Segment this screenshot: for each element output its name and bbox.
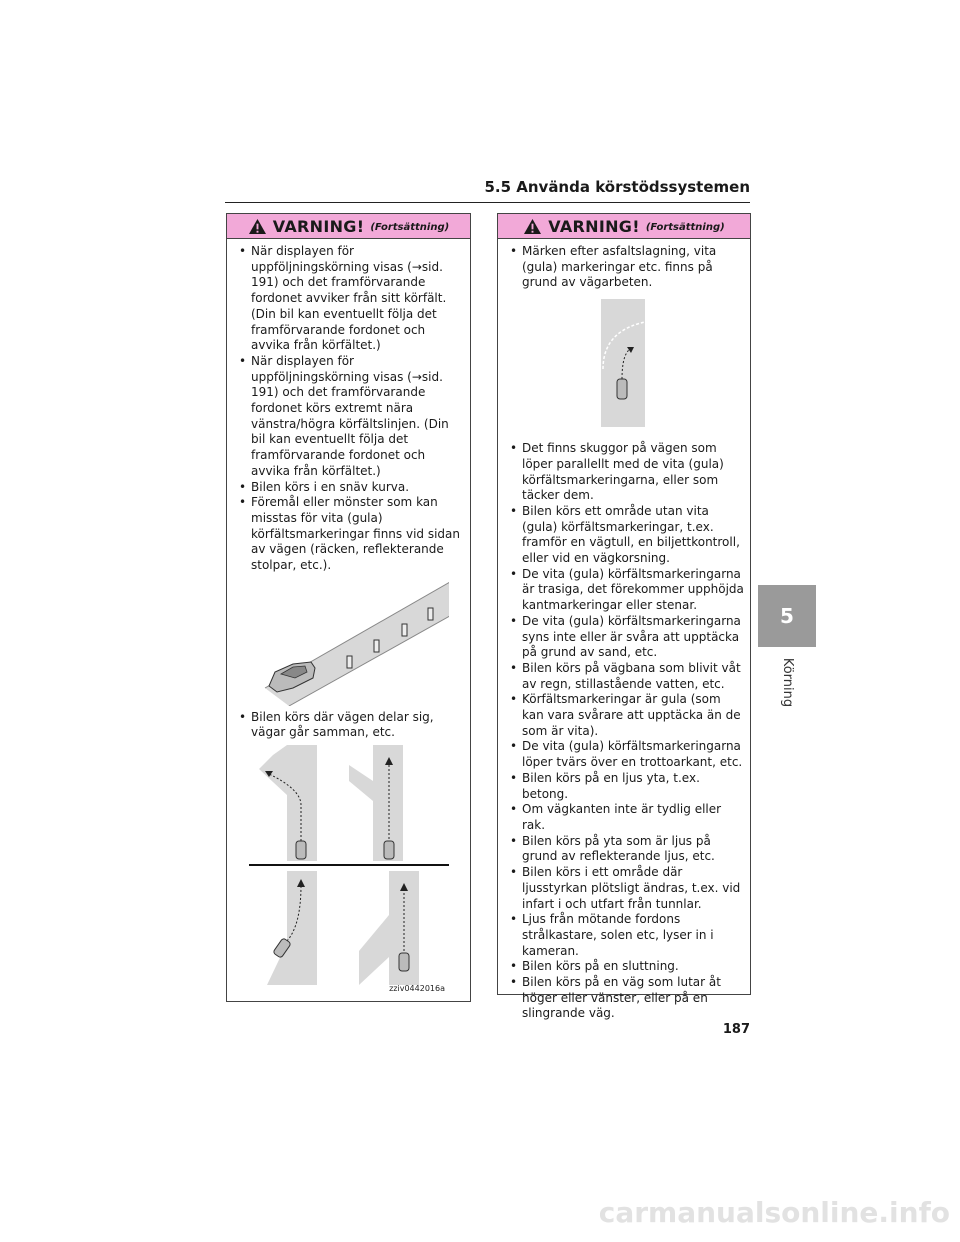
header-divider — [225, 202, 750, 203]
list-item: • Det finns skuggor på vägen som löper parallellt med de vita (gula) körfältsmarkeringarna, eller som täcker dem. — [504, 441, 744, 504]
warning-title: VARNING! — [272, 216, 365, 236]
warning-list-left-bottom — [227, 706, 470, 741]
road-works-illustration — [594, 299, 654, 427]
section-header: 5.5 Använda körstödssystemen — [484, 178, 750, 196]
warning-subtitle: (Fortsättning) — [645, 222, 725, 233]
warning-list-left-top — [227, 239, 470, 574]
warning-list-right-bottom — [498, 427, 750, 1022]
list-item: • När displayen för uppföljningskörning visas (→sid. 191) och det framförvarande fordonet avviker från sitt körfält. (Din bil kan eventuellt följa det framförvarande fordonet och avvika från körfältet.) — [233, 244, 464, 354]
warning-triangle-icon — [248, 218, 267, 235]
list-item: • Bilen körs i en snäv kurva. — [233, 480, 464, 496]
list-item: • Bilen körs på en sluttning. — [504, 959, 744, 975]
warning-list-right-top — [498, 239, 750, 291]
list-item: • Körfältsmarkeringar är gula (som kan vara svårare att upptäcka än de som är vita). — [504, 692, 744, 739]
list-item: • Märken efter asfaltslagning, vita (gula) markeringar etc. finns på grund av vägarbeten. — [504, 244, 744, 291]
list-item: • Om vägkanten inte är tydlig eller rak. — [504, 802, 744, 833]
list-item: • De vita (gula) körfältsmarkeringarna syns inte eller är svåra att upptäcka på grund av sand, etc. — [504, 614, 744, 661]
warning-title: VARNING! — [548, 216, 640, 236]
road-reflector-illustration — [249, 578, 449, 706]
list-item: • De vita (gula) körfältsmarkeringarna är trasiga, det förekommer upphöjda kantmarkeringar eller stenar. — [504, 567, 744, 614]
road-fork-illustration — [249, 745, 449, 993]
list-item: • Bilen körs på en väg som lutar åt höger eller vänster, eller på en slingrande väg. — [504, 975, 744, 1022]
list-item: • Bilen körs på en ljus yta, t.ex. betong. — [504, 771, 744, 802]
list-item: • Bilen körs i ett område där ljusstyrkan plötsligt ändras, t.ex. vid infart i och utfart från tunnlar. — [504, 865, 744, 912]
chapter-label — [760, 647, 816, 717]
warning-header-right — [498, 214, 750, 239]
chapter-label-text: Körning — [780, 657, 796, 707]
chapter-tab[interactable]: 5 — [758, 585, 816, 647]
warning-triangle-icon — [523, 218, 542, 235]
warning-subtitle: (Fortsättning) — [370, 222, 450, 233]
list-item: • Föremål eller mönster som kan misstas för vita (gula) körfältsmarkeringar finns vid sidan av vägen (räcken, reflekterande stolpar, etc.). — [233, 495, 464, 574]
warning-box-left — [226, 213, 471, 1002]
list-item: • Bilen körs på yta som är ljus på grund av reflekterande ljus, etc. — [504, 834, 744, 865]
list-item: • Bilen körs där vägen delar sig, vägar går samman, etc. — [233, 710, 464, 741]
list-item: • När displayen för uppföljningskörning visas (→sid. 191) och det framförvarande fordonet körs extremt nära vänstra/högra körfältslinjen. (Din bil kan eventuellt följa det framförvarande fordonet och avvika från körfältet.) — [233, 354, 464, 480]
list-item: • De vita (gula) körfältsmarkeringarna löper tvärs över en trottoarkant, etc. — [504, 739, 744, 770]
list-item: • Bilen körs ett område utan vita (gula) körfältsmarkeringar, t.ex. framför en vägtull, en biljettkontroll, eller vid en vägkorsning. — [504, 504, 744, 567]
list-item: • Bilen körs på vägbana som blivit våt av regn, stillastående vatten, etc. — [504, 661, 744, 692]
list-item: • Ljus från mötande fordons strålkastare, solen etc, lyser in i kameran. — [504, 912, 744, 959]
watermark: carmanualsonline.info — [598, 1196, 950, 1229]
warning-box-right — [497, 213, 751, 1021]
figure-code: zziv0442016a — [388, 984, 445, 994]
page-number: 187 — [722, 1022, 750, 1037]
warning-header-left — [227, 214, 470, 239]
